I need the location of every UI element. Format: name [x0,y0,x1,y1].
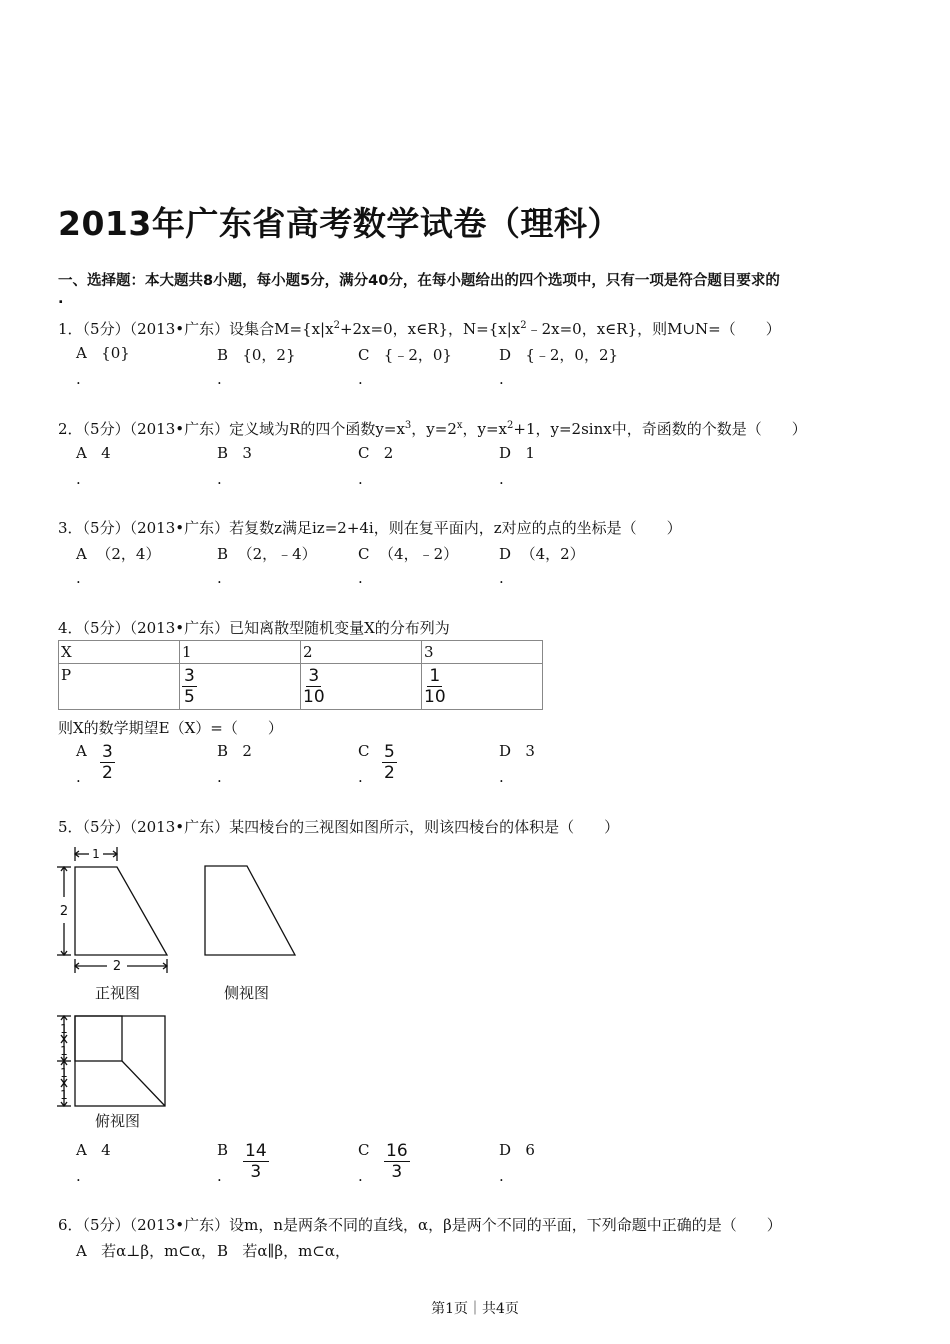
page-footer: 第1页｜共4页 [431,1301,519,1317]
q2-dot-a: . [76,470,81,488]
q5-option-b[interactable] [243,1141,269,1182]
dim-label: 1 [60,1066,68,1080]
table-cell: 1 [180,641,301,664]
q3-dot-a: . [76,569,81,587]
q3-dot-c: . [358,569,363,587]
q3-option-b[interactable]: B （2，﹣4） [217,545,317,563]
side-view-figure [195,860,305,960]
dim-label-height: 2 [59,904,69,919]
q5-dot-d: . [499,1167,504,1185]
q2-option-d[interactable]: D 1 [499,444,535,462]
q4-dot-a: . [76,768,81,786]
table-cell [422,664,543,710]
dim-label: 1 [60,1088,68,1102]
top-view-figure [55,1012,175,1112]
top-view-inner-square [75,1016,122,1061]
question-6-stem: 6．（5分）（2013•广东）设m，n是两条不同的直线，α，β是两个不同的平面，下列命题中正确的是（ ） [58,1216,782,1234]
question-2-stem: 2．（5分）（2013•广东）定义域为R的四个函数$y=x^3$，$y=2^x$，$y=x^2+1$，y=2sinx中，奇函数的个数是（ ） [58,420,807,438]
dim-label: 1 [60,1044,68,1058]
front-view-figure [55,845,185,975]
fraction: $\frac{5}{2}$ [384,742,395,783]
table-cell: 3 [422,641,543,664]
fraction: $\frac{14}{3}$ [245,1141,267,1182]
dim-label: 1 [60,1022,68,1036]
q5-dot-a: . [76,1167,81,1185]
q4-dot-b: . [217,768,222,786]
table-cell [301,664,422,710]
q2-dot-b: . [217,470,222,488]
q3-option-d[interactable]: D （4，2） [499,545,585,563]
q2-dot-c: . [358,470,363,488]
fraction: $\frac{3}{5}$ [184,666,195,707]
side-view-label: 侧视图 [224,984,270,1002]
table-cell: 2 [301,641,422,664]
q2-dot-d: . [499,470,504,488]
side-view-trapezoid [205,866,295,955]
dim-label-top: 1 [92,847,100,861]
q4-dot-d: . [499,768,504,786]
q6-option-a[interactable]: A 若α⊥β，m⊂α， [76,1242,216,1260]
q1-option-d[interactable]: D {﹣2，0，2} [499,346,619,364]
question-1-stem: 1．（5分）（2013•广东）设集合$M=\{x|x^2+2x=0$，x∈R}，$N=\{x|x^2﹣2x=0$，x∈R}，则M∪N=（ ） [58,320,781,338]
q4-option-c-letter[interactable]: C [358,742,370,760]
q3-dot-d: . [499,569,504,587]
q4-dot-c: . [358,768,363,786]
q4-option-b[interactable]: B 2 [217,742,252,760]
question-4-question: 则X的数学期望E（X）=（ ） [58,719,283,737]
distribution-table [58,640,543,710]
front-view-label: 正视图 [95,984,141,1002]
fraction: $\frac{16}{3}$ [386,1141,408,1182]
q5-option-b-letter[interactable]: B [217,1141,229,1159]
dim-label-bottom: 2 [112,959,122,974]
q1-dot-a: . [76,370,81,388]
q1-option-b[interactable]: B {0，2} [217,346,296,364]
page-title: 2013年广东省高考数学试卷（理科） [58,204,621,243]
section-header: 一、选择题：本大题共8小题，每小题5分，满分40分，在每小题给出的四个选项中，只有一项是符合题目要求的 [58,273,780,289]
question-4-stem: 4．（5分）（2013•广东）已知离散型随机变量X的分布列为 [58,619,450,637]
q2-option-c[interactable]: C 2 [358,444,394,462]
q4-option-c[interactable] [382,742,397,783]
q1-dot-b: . [217,370,222,388]
fraction: $\frac{1}{10}$ [424,666,446,707]
q5-option-c[interactable] [384,1141,410,1182]
front-view-trapezoid [75,867,167,955]
fraction: $\frac{3}{2}$ [102,742,113,783]
question-3-stem: 3．（5分）（2013•广东）若复数z满足iz=2+4i，则在复平面内，z对应的点的坐标是（ ） [58,519,682,537]
q6-option-b[interactable]: B 若α∥β，m⊂α， [217,1242,350,1260]
q4-option-a-letter[interactable]: A [76,742,87,760]
q1-option-a[interactable]: A {0} [76,344,130,362]
q2-option-a[interactable]: A 4 [76,444,111,462]
q3-dot-b: . [217,569,222,587]
q5-option-a[interactable]: A 4 [76,1141,111,1159]
q5-option-d[interactable]: D 6 [499,1141,535,1159]
section-header-cont: . [58,291,64,307]
table-cell: P [59,664,180,710]
q1-dot-c: . [358,370,363,388]
top-view-label: 俯视图 [95,1112,141,1130]
q5-option-c-letter[interactable]: C [358,1141,370,1159]
table-cell [180,664,301,710]
q3-option-c[interactable]: C （4，﹣2） [358,545,459,563]
question-5-stem: 5．（5分）（2013•广东）某四棱台的三视图如图所示，则该四棱台的体积是（ ） [58,818,620,836]
q5-dot-c: . [358,1167,363,1185]
q5-dot-b: . [217,1167,222,1185]
q1-dot-d: . [499,370,504,388]
q1-option-c[interactable]: C {﹣2，0} [358,346,452,364]
fraction: $\frac{3}{10}$ [303,666,325,707]
table-cell: X [59,641,180,664]
q4-option-a[interactable] [100,742,115,783]
q3-option-a[interactable]: A （2，4） [76,545,161,563]
q4-option-d[interactable]: D 3 [499,742,535,760]
q2-option-b[interactable]: B 3 [217,444,252,462]
